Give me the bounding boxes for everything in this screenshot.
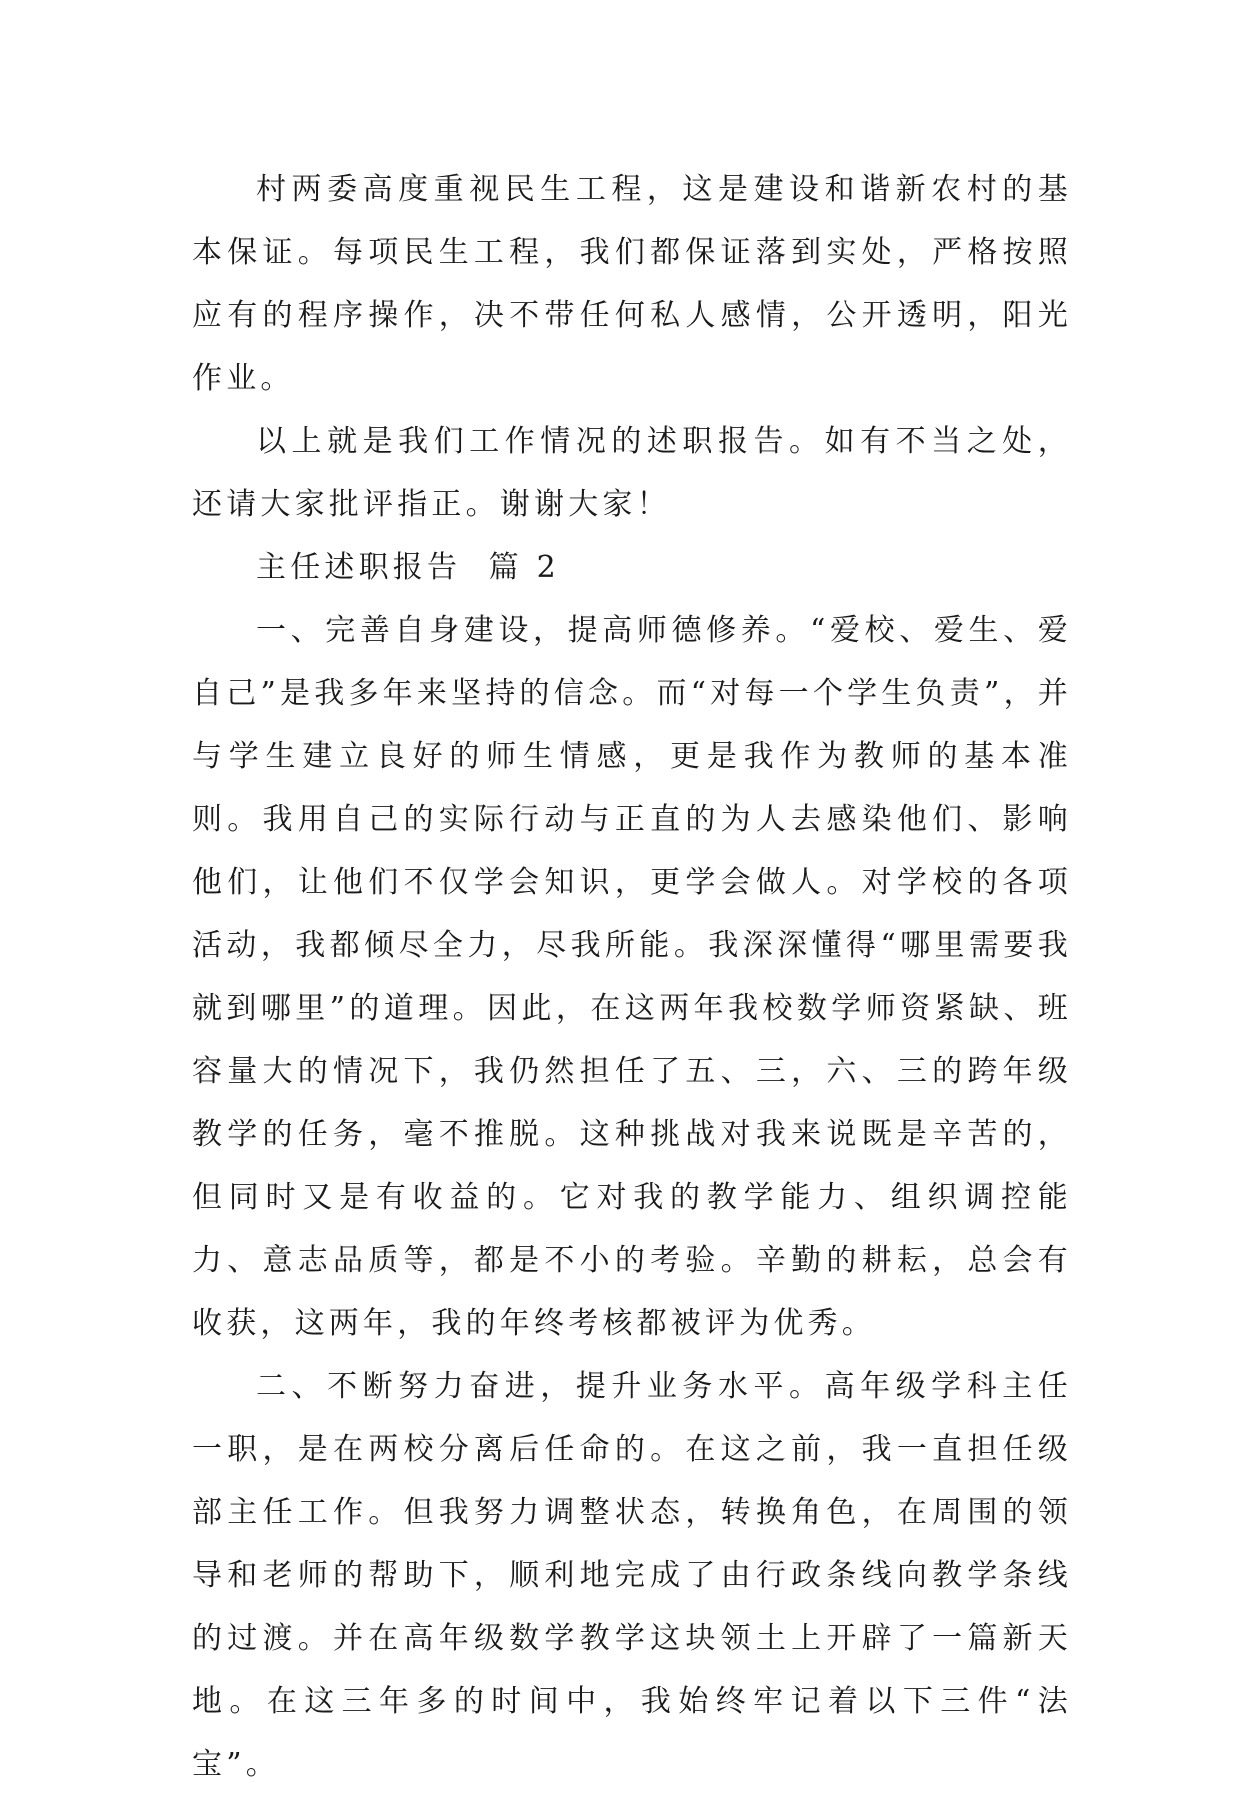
document-body [192,158,1072,1796]
paragraph-point-two: 二、不断努力奋进，提升业务水平。高年级学科主任一职，是在两校分离后任命的。在这之前，我一直担任级部主任工作。但我努力调整状态，转换角色，在周围的领导和老师的帮助下，顺利地完成了由行政条线向教学条线的过渡。并在高年级数学教学这块领土上开辟了一篇新天地。在这三年多的时间中，我始终牢记着以下三件“法宝”。 [192,1369,1072,1782]
paragraph-closing-remarks: 以上就是我们工作情况的述职报告。如有不当之处，还请大家批评指正。谢谢大家！ [192,424,1072,522]
paragraph-point-one: 一、完善自身建设，提高师德修养。“爱校、爱生、爱自己”是我多年来坚持的信念。而“对每一个学生负责”，并与学生建立良好的师生情感，更是我作为教师的基本准则。我用自己的实际行动与正直的为人去感染他们、影响他们，让他们不仅学会知识，更学会做人。对学校的各项活动，我都倾尽全力，尽我所能。我深深懂得“哪里需要我就到哪里”的道理。因此，在这两年我校数学师资紧缺、班容量大的情况下，我仍然担任了五、三，六、三的跨年级教学的任务，毫不推脱。这种挑战对我来说既是辛苦的，但同时又是有收益的。它对我的教学能力、组织调控能力、意志品质等，都是不小的考验。辛勤的耕耘，总会有收获，这两年，我的年终考核都被评为优秀。 [192,613,1072,1341]
paragraph-livelihood-projects: 村两委高度重视民生工程，这是建设和谐新农村的基本保证。每项民生工程，我们都保证落到实处，严格按照应有的程序操作，决不带任何私人感情，公开透明，阳光作业。 [192,172,1072,396]
section-heading: 主任述职报告 篇 2 [256,550,560,585]
